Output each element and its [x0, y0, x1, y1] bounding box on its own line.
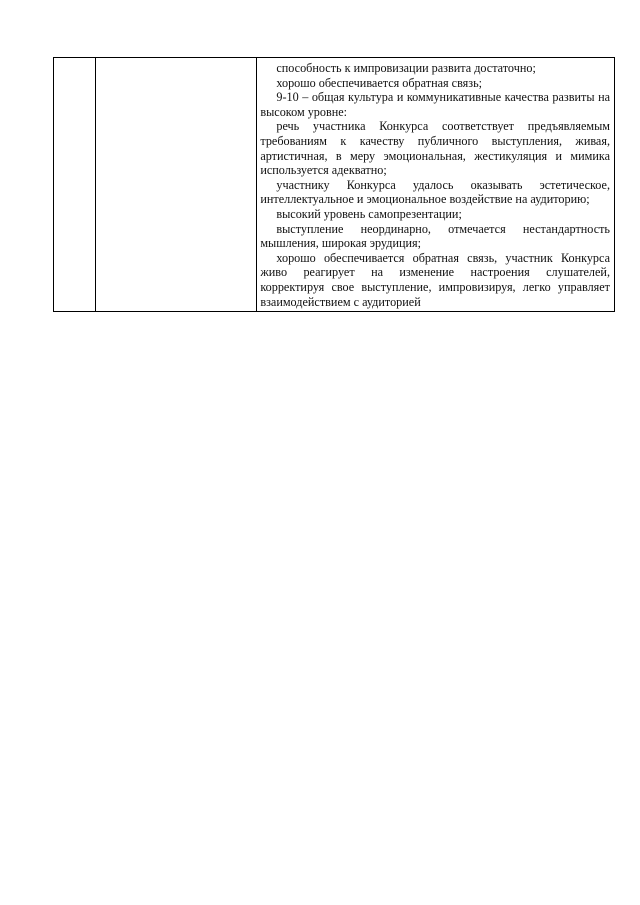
criteria-paragraph: участнику Конкурса удалось оказывать эстетическое, интеллектуальное и эмоциональное воздействие на аудиторию; [260, 177, 610, 207]
criteria-paragraph: хорошо обеспечивается обратная связь; [276, 75, 483, 90]
criteria-paragraph: речь участника Конкурса соответствует предъявляемым требованиям к качеству публичного выступления, живая, артистичная, в меру эмоциональная, жестикуляция и мимика используется адекватно; [260, 119, 610, 178]
number-cell [54, 58, 96, 312]
criteria-paragraph: хорошо обеспечивается обратная связь, участник Конкурса живо реагирует на изменение настроения слушателей, корректируя свое выступление, импровизируя, легко управляет взаимодействием с аудиторией [260, 250, 610, 309]
criteria-paragraph: 9-10 – общая культура и коммуникативные качества развиты на высоком уровне: [260, 90, 610, 119]
criterion-name-cell [96, 58, 257, 312]
criteria-table [53, 57, 615, 312]
table-row [54, 58, 615, 312]
criteria-paragraph: высокий уровень самопрезентации; [276, 206, 462, 221]
criteria-paragraph: выступление неординарно, отмечается нестандартность мышления, широкая эрудиция; [260, 221, 610, 251]
criteria-paragraph: способность к импровизации развита достаточно; [276, 61, 536, 75]
criteria-description-cell [257, 58, 615, 312]
